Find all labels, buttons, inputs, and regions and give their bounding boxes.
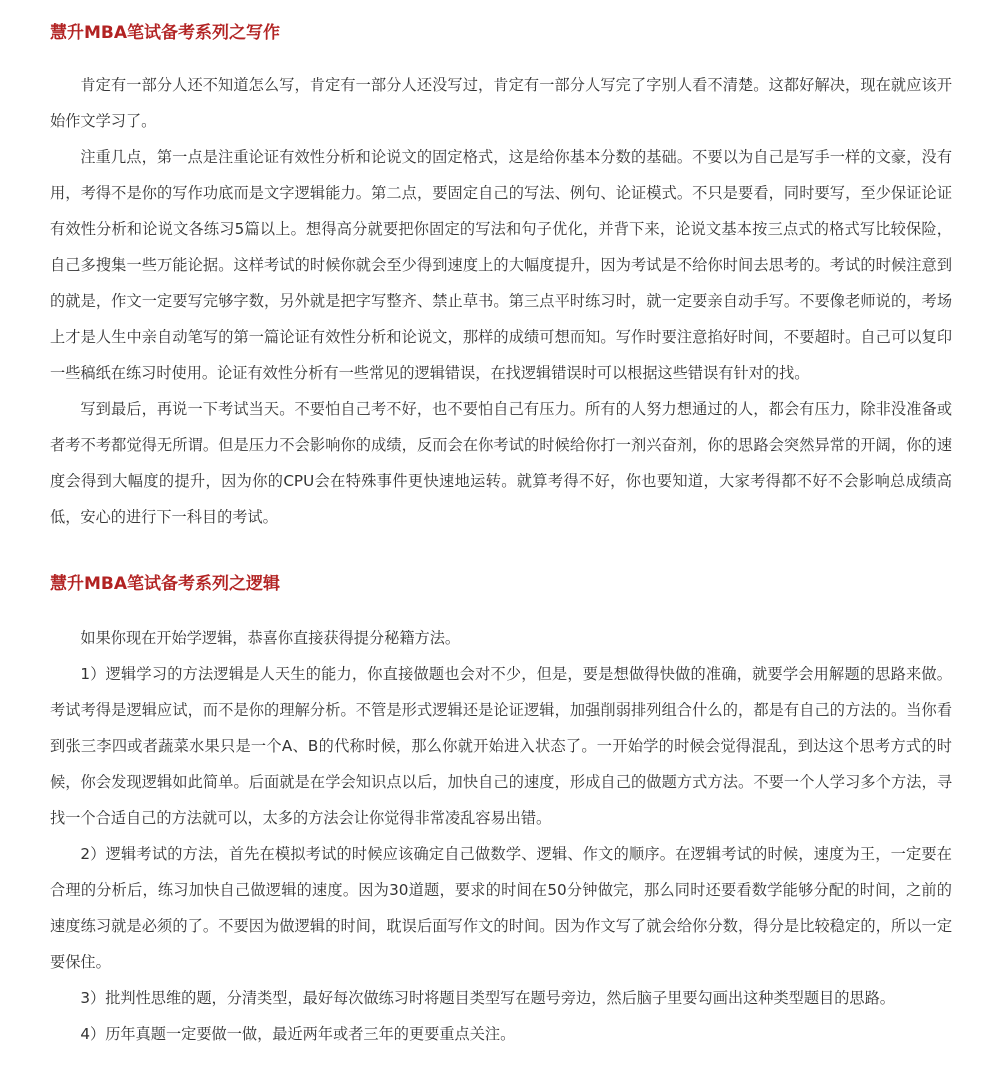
- paragraph: 2）逻辑考试的方法，首先在模拟考试的时候应该确定自己做数学、逻辑、作文的顺序。在逻辑考试的时候，速度为王，一定要在合理的分析后，练习加快自己做逻辑的速度。因为30道题，要求的时间在50分钟做完，那么同时还要看数学能够分配的时间，之前的速度练习就是必须的了。不要因为做逻辑的时间，耽误后面写作文的时间。因为作文写了就会给你分数，得分是比较稳定的，所以一定要保住。: [50, 845, 952, 971]
- paragraph: 4）历年真题一定要做一做，最近两年或者三年的更要重点关注。: [80, 1025, 516, 1043]
- paragraph: 写到最后，再说一下考试当天。不要怕自己考不好，也不要怕自己有压力。所有的人努力想通过的人，都会有压力，除非没准备或者考不考都觉得无所谓。但是压力不会影响你的成绩，反而会在你考试的时候给你打一剂兴奋剂，你的思路会突然异常的开阔，你的速度会得到大幅度的提升，因为你的CPU会在特殊事件更快速地运转。就算考得不好，你也要知道，大家考得都不好不会影响总成绩高低，安心的进行下一科目的考试。: [50, 400, 952, 526]
- article: [50, 0, 952, 1052]
- section-title-logic: 慧升MBA笔试备考系列之逻辑: [50, 574, 281, 594]
- paragraph: 肯定有一部分人还不知道怎么写，肯定有一部分人还没写过，肯定有一部分人写完了字别人看不清楚。这都好解决，现在就应该开始作文学习了。: [50, 76, 952, 130]
- paragraph: 1）逻辑学习的方法逻辑是人天生的能力，你直接做题也会对不少，但是，要是想做得快做的准确，就要学会用解题的思路来做。考试考得是逻辑应试，而不是你的理解分析。不管是形式逻辑还是论证逻辑，加强削弱排列组合什么的，都是有自己的方法的。当你看到张三李四或者蔬菜水果只是一个A、B的代称时候，那么你就开始进入状态了。一开始学的时候会觉得混乱，到达这个思考方式的时候，你会发现逻辑如此简单。后面就是在学会知识点以后，加快自己的速度，形成自己的做题方式方法。不要一个人学习多个方法，寻找一个合适自己的方法就可以，太多的方法会让你觉得非常凌乱容易出错。: [50, 665, 952, 827]
- paragraph: 注重几点，第一点是注重论证有效性分析和论说文的固定格式，这是给你基本分数的基础。不要以为自己是写手一样的文豪，没有用，考得不是你的写作功底而是文字逻辑能力。第二点，要固定自己的写法、例句、论证模式。不只是要看，同时要写，至少保证论证有效性分析和论说文各练习5篇以上。想得高分就要把你固定的写法和句子优化，并背下来，论说文基本按三点式的格式写比较保险，自己多搜集一些万能论据。这样考试的时候你就会至少得到速度上的大幅度提升，因为考试是不给你时间去思考的。考试的时候注意到的就是，作文一定要写完够字数，另外就是把字写整齐、禁止草书。第三点平时练习时，就一定要亲自动手写。不要像老师说的，考场上才是人生中亲自动笔写的第一篇论证有效性分析和论说文，那样的成绩可想而知。写作时要注意掐好时间，不要超时。自己可以复印一些稿纸在练习时使用。论证有效性分析有一些常见的逻辑错误，在找逻辑错误时可以根据这些错误有针对的找。: [50, 148, 952, 382]
- paragraph: 如果你现在开始学逻辑，恭喜你直接获得提分秘籍方法。: [80, 629, 461, 647]
- section-title-writing: 慧升MBA笔试备考系列之写作: [50, 23, 281, 43]
- paragraph: 3）批判性思维的题，分清类型，最好每次做练习时将题目类型写在题号旁边，然后脑子里要勾画出这种类型题目的思路。: [80, 989, 895, 1007]
- section-body-logic: [50, 620, 952, 1052]
- section-body-writing: [50, 67, 952, 535]
